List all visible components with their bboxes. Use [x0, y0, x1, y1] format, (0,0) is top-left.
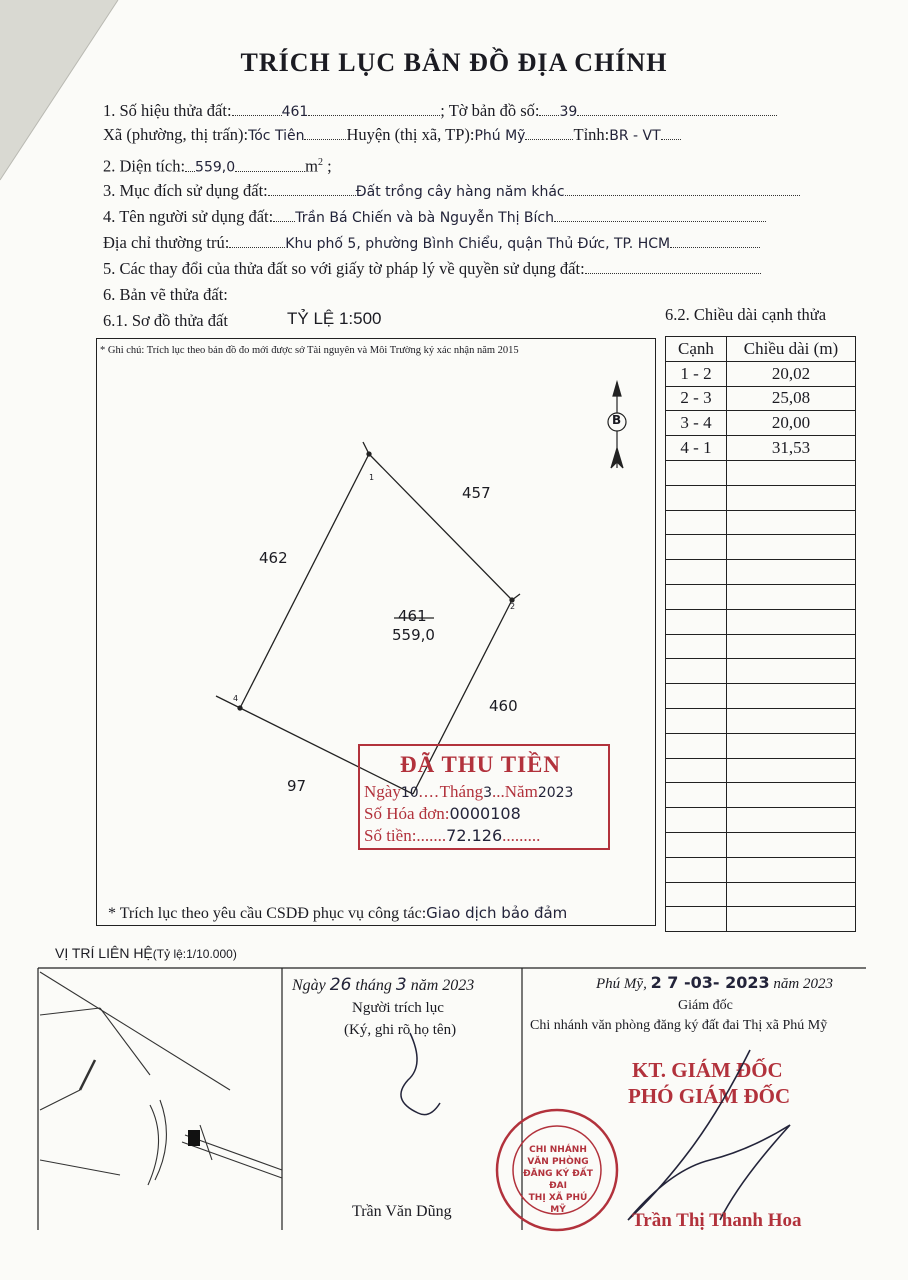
- extractor-signature: [370, 1025, 450, 1125]
- table-row: [666, 857, 856, 882]
- edge-1-2: [369, 454, 512, 600]
- payment-stamp: [358, 744, 610, 850]
- length-cell: 20,00: [727, 411, 856, 436]
- vertex-2: 2: [510, 602, 516, 611]
- table-row: [666, 882, 856, 907]
- field-purpose-line: 3. Mục đích sử dụng đất: Đất trồng cây hàng năm khác: [103, 180, 800, 203]
- table-row: [666, 460, 856, 485]
- extractor-sign-note: (Ký, ghi rõ họ tên): [344, 1022, 457, 1038]
- table-row: [666, 684, 856, 709]
- purpose-value: Đất trồng cây hàng năm khác: [355, 184, 565, 200]
- edge-cell: 2 - 3: [666, 386, 727, 411]
- table-row: [666, 584, 856, 609]
- district-value: Phú Mỹ: [474, 128, 526, 144]
- address-value: Khu phố 5, phường Bình Chiểu, quận Thủ Đức, TP. HCM: [285, 236, 671, 252]
- parcel-number: 461: [281, 104, 309, 120]
- neighbor-457: 457: [462, 484, 491, 502]
- table-row: [666, 832, 856, 857]
- payment-stamp-title: ĐÃ THU TIỀN: [400, 752, 561, 777]
- table-row: [666, 708, 856, 733]
- payment-date-row: Ngày10....Tháng3...Năm2023: [364, 782, 574, 801]
- approval-date: Phú Mỹ, 2 7 -03- 2023 năm 2023: [596, 973, 833, 992]
- location-map: [40, 972, 282, 1185]
- north-letter: B: [612, 413, 622, 427]
- edge-4-1: [240, 454, 369, 708]
- table-row: [666, 510, 856, 535]
- table-row: [666, 907, 856, 932]
- map-note: * Ghi chú: Trích lục theo bản đồ đo mới được sở Tài nguyên và Môi Trường ký xác nhận năm 2015: [100, 345, 519, 356]
- edge-cell: 4 - 1: [666, 436, 727, 461]
- neighbor-97: 97: [287, 777, 307, 795]
- location-heading: VỊ TRÍ LIÊN HỆ(Tỷ lệ:1/10.000): [55, 945, 237, 961]
- sheet-number: 39: [559, 104, 578, 120]
- table-header-row: [666, 337, 856, 362]
- payment-invoice-row: Số Hóa đơn:0000108: [364, 804, 521, 823]
- extractor-name: Trần Văn Dũng: [352, 1203, 452, 1220]
- vertex-4: 4: [233, 694, 239, 703]
- director-name: Trần Thị Thanh Hoa: [632, 1210, 802, 1231]
- field-address-line: Xã (phường, thị trấn):Tóc Tiên Huyện (thị xã, TP):Phú Mỹ Tỉnh:BR - VT: [103, 124, 681, 147]
- edge-cell: 1 - 2: [666, 361, 727, 386]
- table-row: [666, 733, 856, 758]
- table-row: [666, 361, 856, 386]
- length-cell: 31,53: [727, 436, 856, 461]
- neighbor-462: 462: [259, 549, 288, 567]
- table-row: [666, 411, 856, 436]
- commune-value: Tóc Tiên: [248, 128, 305, 144]
- length-cell: 25,08: [727, 386, 856, 411]
- neighbor-460: 460: [489, 697, 518, 715]
- document-title: TRÍCH LỤC BẢN ĐỒ ĐỊA CHÍNH: [240, 48, 668, 77]
- drawing-heading: 6. Bản vẽ thửa đất:: [103, 285, 228, 304]
- field-owner-line: 4. Tên người sử dụng đất: Trần Bá Chiến và bà Nguyễn Thị Bích: [103, 206, 766, 229]
- table-row: [666, 535, 856, 560]
- table-row: [666, 609, 856, 634]
- table-row: [666, 659, 856, 684]
- edge-cell: 3 - 4: [666, 411, 727, 436]
- column-length: Chiều dài (m): [727, 337, 856, 362]
- parcel-location-marker: [188, 1130, 200, 1146]
- scale-label: TỶ LỆ 1:500: [287, 309, 382, 328]
- office-name: Chi nhánh văn phòng đăng ký đất đai Thị xã Phú Mỹ: [530, 1018, 828, 1033]
- table-row: [666, 485, 856, 510]
- province-value: BR - VT: [609, 128, 661, 144]
- edge-length-table: [665, 336, 856, 932]
- table-row: [666, 386, 856, 411]
- diagram-heading: 6.1. Sơ đồ thửa đất: [103, 311, 228, 330]
- purpose-of-extract: * Trích lục theo yêu cầu CSDĐ phục vụ công tác:Giao dịch bảo đảm: [108, 904, 568, 922]
- table-row: [666, 436, 856, 461]
- director-role: Giám đốc: [678, 998, 733, 1013]
- table-row: [666, 758, 856, 783]
- edge-length-heading: 6.2. Chiều dài cạnh thửa: [665, 305, 827, 324]
- vertex-1: 1: [369, 473, 375, 482]
- payment-amount-row: Số tiền:.......72.126.........: [364, 826, 541, 845]
- table-row: [666, 634, 856, 659]
- parcel-number-label: 461: [398, 607, 427, 625]
- extract-date: Ngày 26 tháng 3 năm 2023: [292, 975, 475, 995]
- parcel-area-label: 559,0: [392, 626, 435, 644]
- column-edge: Cạnh: [666, 337, 727, 362]
- length-cell: 20,02: [727, 361, 856, 386]
- extractor-role: Người trích lục: [352, 1000, 444, 1016]
- area-value: 559,0: [195, 159, 236, 176]
- field-area-line: 2. Diện tích: 559,0 $m^2$ ;: [103, 156, 332, 176]
- table-row: [666, 560, 856, 585]
- field-residence-line: Địa chỉ thường trú: Khu phố 5, phường Bình Chiểu, quận Thủ Đức, TP. HCM: [103, 232, 760, 255]
- deputy-director: PHÓ GIÁM ĐỐC: [628, 1084, 791, 1108]
- field-changes-line: 5. Các thay đổi của thửa đất so với giấy tờ pháp lý về quyền sử dụng đất:: [103, 258, 761, 280]
- table-row: [666, 808, 856, 833]
- owner-value: Trần Bá Chiến và bà Nguyễn Thị Bích: [295, 210, 554, 226]
- seal-center-text: CHI NHÁNH VĂN PHÒNG ĐĂNG KÝ ĐẤT ĐAI THỊ XÃ PHÚ MỸ: [523, 1145, 593, 1215]
- kt-director: KT. GIÁM ĐỐC: [632, 1058, 783, 1082]
- table-row: [666, 783, 856, 808]
- field-parcel-line: 1. Số hiệu thửa đất: 461 ; Tờ bản đồ số: 39: [103, 100, 777, 123]
